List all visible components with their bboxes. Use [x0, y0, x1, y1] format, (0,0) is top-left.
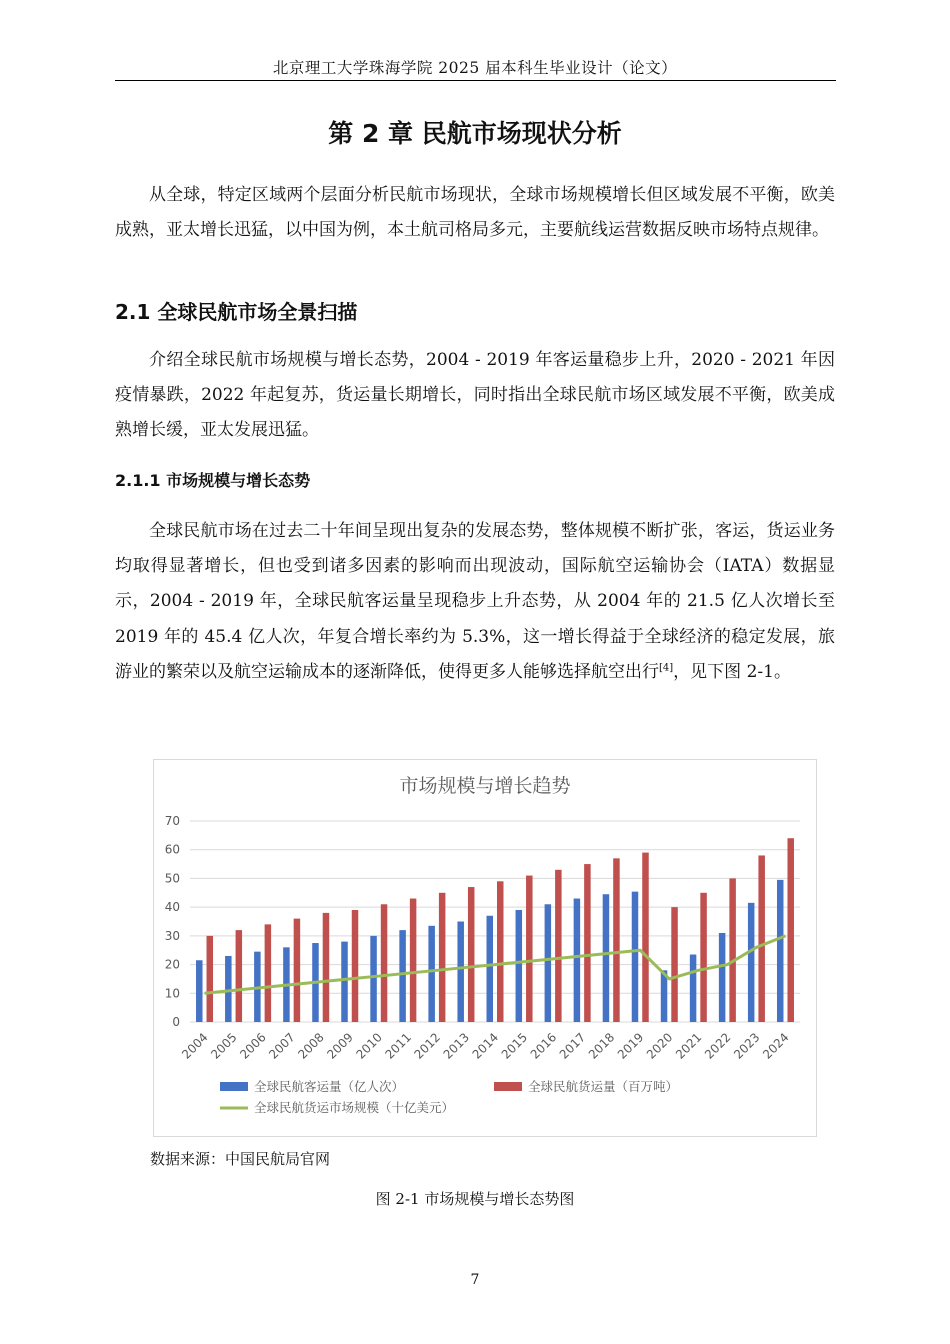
citation-marker: [4] [659, 662, 674, 674]
x-tick-label: 2023 [731, 1030, 763, 1062]
bar-cargo [207, 936, 214, 1022]
legend-swatch [220, 1082, 248, 1091]
x-tick-label: 2006 [237, 1030, 269, 1062]
x-tick-label: 2024 [760, 1030, 792, 1062]
page-number: 7 [470, 1272, 480, 1288]
y-tick-label: 70 [164, 814, 180, 828]
bar-passenger [399, 930, 406, 1022]
legend-label: 全球民航客运量（亿人次） [254, 1079, 405, 1094]
paragraph-text: 全球民航市场在过去二十年间呈现出复杂的发展态势，整体规模不断扩张，客运，货运业务均取得显著增长，但也受到诸多因素的影响而出现波动，国际航空运输协会（IATA）数据显示，2004 - 2019 年，全球民航客运量呈现稳步上升态势，从 2004 年的 21.5 亿人次增长至 2019 年的 45.4 亿人次，年复合增长率约为 5.3%，这一增长得益于全球经济的稳定发展，旅游业的繁荣以及航空运输成本的逐渐降低，使得更多人能够选择航空出行 [115, 521, 835, 682]
bar-cargo [294, 919, 301, 1022]
bar-cargo [787, 838, 794, 1022]
bar-passenger [225, 956, 232, 1022]
section-2-1-heading: 2.1 全球民航市场全景扫描 [115, 300, 358, 324]
bar-cargo [265, 924, 272, 1022]
x-tick-label: 2011 [382, 1030, 414, 1062]
x-tick-label: 2016 [527, 1030, 560, 1062]
bar-passenger [777, 880, 784, 1022]
x-tick-label: 2022 [702, 1030, 734, 1062]
bar-cargo [497, 881, 504, 1022]
x-tick-label: 2019 [614, 1030, 647, 1062]
y-tick-label: 40 [164, 900, 180, 915]
bar-cargo [729, 878, 736, 1022]
x-tick-label: 2014 [469, 1030, 502, 1062]
x-tick-label: 2018 [585, 1030, 618, 1062]
paragraph-text-tail: ，见下图 2-1。 [673, 661, 791, 682]
section-2-1-paragraph: 介绍全球民航市场规模与增长态势，2004 - 2019 年客运量稳步上升，2020 - 2021 年因疫情暴跌，2022 年起复苏，货运量长期增长，同时指出全球民航市场区域发展不平衡，欧美成熟增长缓，亚太发展迅猛。 [115, 350, 835, 441]
bar-cargo [439, 893, 446, 1022]
bar-cargo [323, 913, 330, 1022]
bar-passenger [748, 903, 755, 1022]
section-2-1-1-heading: 2.1.1 市场规模与增长态势 [115, 471, 311, 490]
chart-title: 市场规模与增长趋势 [399, 775, 571, 797]
bar-cargo [410, 899, 417, 1022]
intro-paragraph: 从全球，特定区域两个层面分析民航市场现状，全球市场规模增长但区域发展不平衡，欧美成熟，亚太增长迅猛，以中国为例，本土航司格局多元，主要航线运营数据反映市场特点规律。 [115, 185, 835, 241]
bar-cargo [613, 858, 620, 1022]
legend-label: 全球民航货运量（百万吨） [528, 1079, 679, 1094]
bar-passenger [457, 922, 464, 1023]
bar-passenger [516, 910, 523, 1022]
figure-source: 数据来源：中国民航局官网 [150, 1150, 331, 1168]
bar-cargo [758, 855, 765, 1022]
bar-passenger [341, 942, 348, 1022]
bar-cargo [700, 893, 707, 1022]
x-tick-label: 2012 [411, 1030, 444, 1062]
bar-passenger [487, 916, 494, 1022]
bar-passenger [545, 904, 552, 1022]
bar-cargo [555, 870, 562, 1022]
bar-cargo [671, 907, 678, 1022]
y-tick-label: 0 [172, 1015, 180, 1029]
y-tick-label: 50 [164, 871, 180, 886]
bar-passenger [719, 933, 726, 1022]
bar-passenger [196, 960, 203, 1022]
x-tick-label: 2010 [353, 1030, 385, 1062]
x-tick-label: 2017 [556, 1030, 589, 1062]
x-tick-label: 2005 [208, 1030, 240, 1062]
x-tick-label: 2015 [498, 1030, 531, 1062]
chapter-title: 第 2 章 民航市场现状分析 [328, 119, 622, 148]
legend-label: 全球民航货运市场规模（十亿美元） [254, 1100, 455, 1115]
chart-container [153, 759, 817, 1137]
y-tick-label: 60 [164, 842, 180, 857]
x-tick-label: 2004 [179, 1030, 211, 1062]
bar-cargo [236, 930, 243, 1022]
y-tick-label: 20 [164, 957, 180, 972]
y-tick-label: 30 [164, 928, 180, 943]
bar-passenger [690, 955, 697, 1022]
y-tick-label: 10 [164, 986, 180, 1001]
bar-passenger [370, 936, 377, 1022]
running-header: 北京理工大学珠海学院 2025 届本科生毕业设计（论文） [272, 59, 678, 77]
bar-cargo [584, 864, 591, 1022]
legend-swatch [494, 1082, 522, 1091]
bar-cargo [352, 910, 359, 1022]
bar-passenger [603, 894, 610, 1022]
bar-cargo [468, 887, 475, 1022]
bar-line-chart [154, 760, 816, 1136]
bar-cargo [381, 904, 388, 1022]
x-tick-label: 2013 [440, 1030, 473, 1062]
figure-caption: 图 2-1 市场规模与增长态势图 [375, 1190, 575, 1208]
section-2-1-1-paragraph [115, 514, 835, 690]
bar-cargo [526, 876, 533, 1022]
bar-passenger [574, 899, 581, 1022]
bar-cargo [642, 853, 649, 1022]
x-tick-label: 2020 [643, 1030, 676, 1062]
x-tick-label: 2009 [324, 1030, 356, 1062]
header-rule [115, 80, 836, 81]
x-tick-label: 2007 [266, 1030, 298, 1062]
x-tick-label: 2021 [672, 1030, 705, 1062]
bar-passenger [428, 926, 435, 1022]
x-tick-label: 2008 [295, 1030, 327, 1062]
bar-passenger [632, 892, 639, 1022]
